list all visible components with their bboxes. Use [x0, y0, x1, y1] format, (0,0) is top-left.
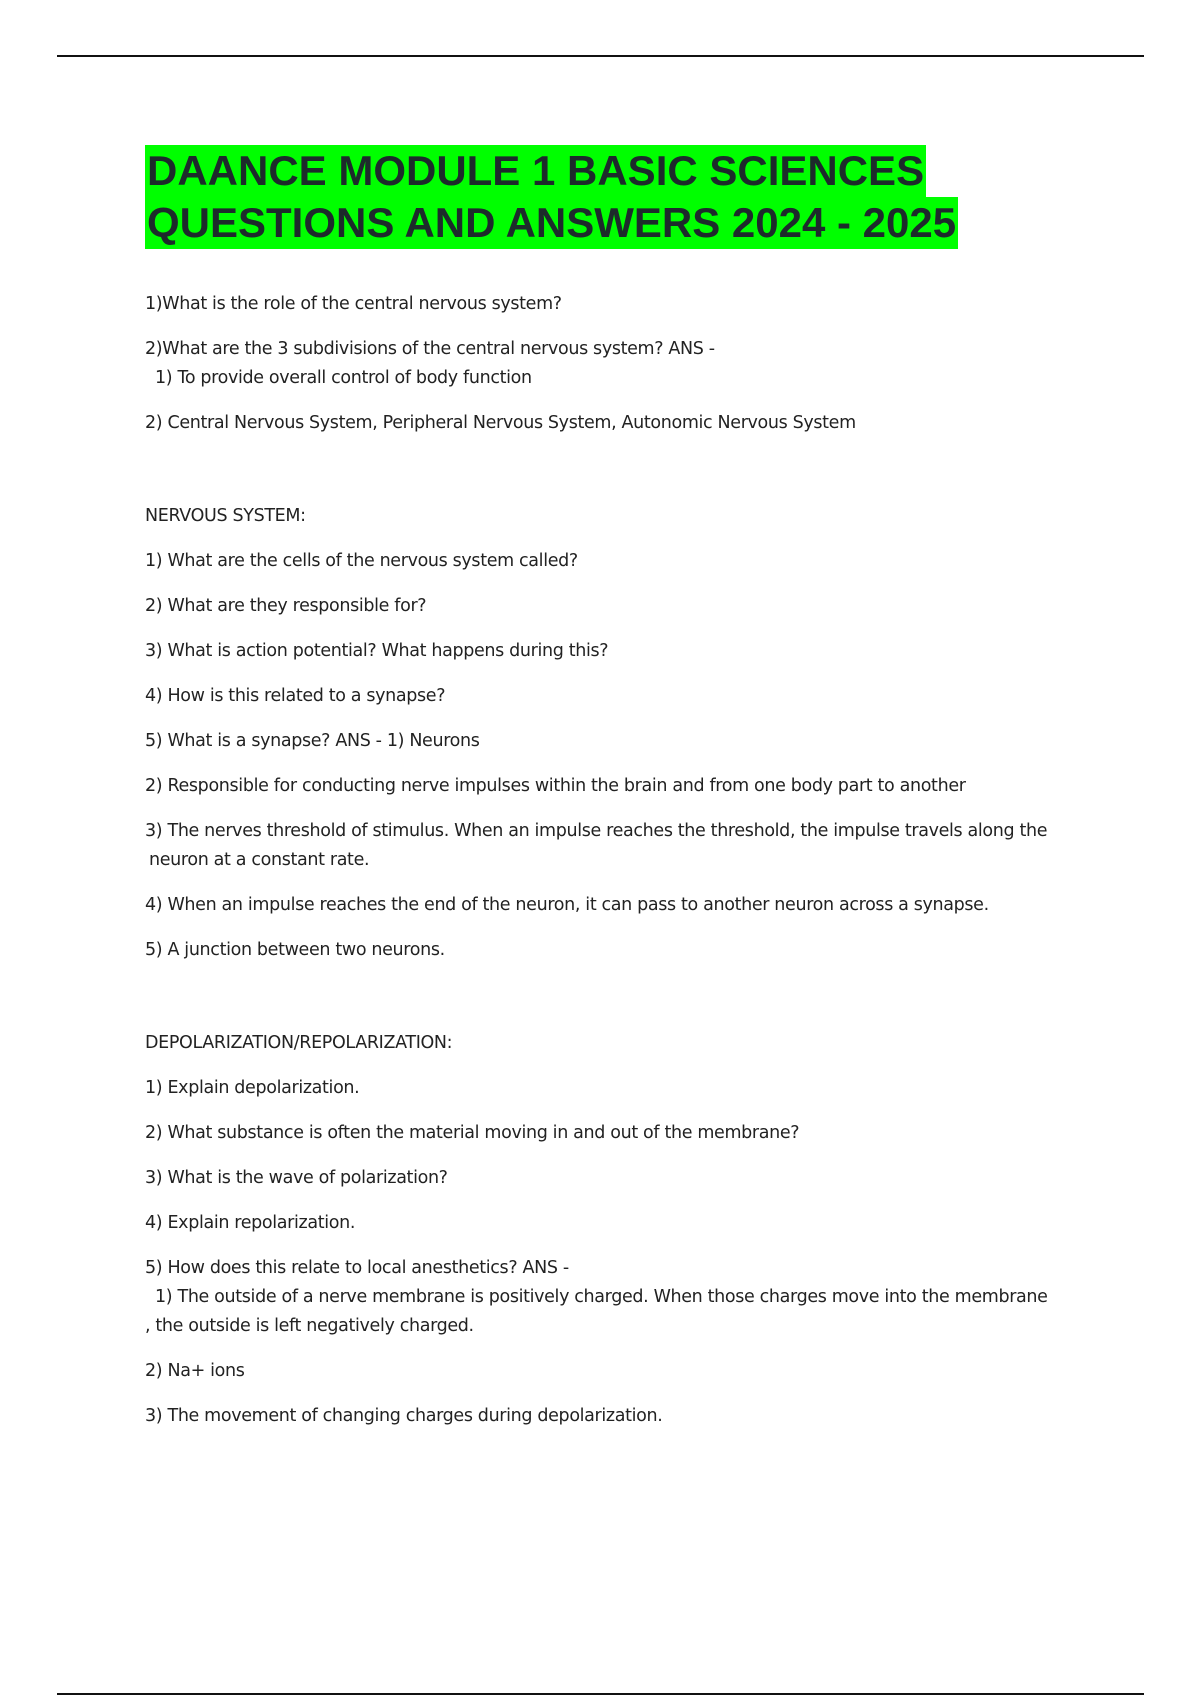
- list-item: 1) Explain depolarization.: [145, 1078, 360, 1098]
- intro-answer-2: 2) Central Nervous System, Peripheral Nervous System, Autonomic Nervous System: [145, 413, 856, 433]
- list-item: 3) What is action potential? What happens during this?: [145, 641, 609, 661]
- intro-section: [145, 290, 1105, 438]
- intro-question-1: 1)What is the role of the central nervous system?: [145, 294, 562, 314]
- list-item: 4) Explain repolarization.: [145, 1213, 356, 1233]
- question-5-block: [145, 1254, 1105, 1341]
- answer-3-block: [145, 817, 1105, 875]
- list-item: 5) What is a synapse? ANS - 1) Neurons: [145, 731, 480, 751]
- list-item: 4) How is this related to a synapse?: [145, 686, 446, 706]
- answer-2: 2) Na+ ions: [145, 1361, 245, 1381]
- document-title: [145, 145, 1145, 249]
- title-line-2: QUESTIONS AND ANSWERS 2024 - 2025: [145, 197, 958, 249]
- intro-question-2: 2)What are the 3 subdivisions of the central nervous system? ANS -: [145, 339, 715, 359]
- answer-3-line-1: 3) The nerves threshold of stimulus. When an impulse reaches the threshold, the impulse travels along the: [145, 821, 1048, 841]
- answer-4: 4) When an impulse reaches the end of the neuron, it can pass to another neuron across a synapse.: [145, 895, 989, 915]
- question-5: 5) How does this relate to local anesthetics? ANS -: [145, 1258, 569, 1278]
- list-item: 2) What are they responsible for?: [145, 596, 427, 616]
- depolarization-section: [145, 1029, 1105, 1431]
- list-item: 2) What substance is often the material moving in and out of the membrane?: [145, 1123, 800, 1143]
- section-heading: NERVOUS SYSTEM:: [145, 506, 306, 526]
- answer-3-line-2: neuron at a constant rate.: [149, 850, 370, 870]
- intro-answer-1: 1) To provide overall control of body function: [155, 368, 532, 388]
- title-line-1: DAANCE MODULE 1 BASIC SCIENCES: [145, 145, 926, 197]
- section-gap: [145, 981, 1105, 1029]
- section-gap: [145, 454, 1105, 502]
- answer-3: 3) The movement of changing charges during depolarization.: [145, 1406, 663, 1426]
- bottom-rule: [57, 1693, 1144, 1695]
- list-item: 2) Responsible for conducting nerve impulses within the brain and from one body part to another: [145, 776, 966, 796]
- section-heading: DEPOLARIZATION/REPOLARIZATION:: [145, 1033, 453, 1053]
- answer-1-line-2: , the outside is left negatively charged.: [145, 1316, 474, 1336]
- document-body: [145, 290, 1105, 1447]
- list-item: 3) What is the wave of polarization?: [145, 1168, 448, 1188]
- intro-question-2-block: [145, 335, 1105, 393]
- nervous-system-section: [145, 502, 1105, 965]
- answer-5: 5) A junction between two neurons.: [145, 940, 445, 960]
- top-rule: [57, 55, 1144, 57]
- answer-1-line-1: 1) The outside of a nerve membrane is positively charged. When those charges move into the membrane: [155, 1287, 1048, 1307]
- list-item: 1) What are the cells of the nervous system called?: [145, 551, 578, 571]
